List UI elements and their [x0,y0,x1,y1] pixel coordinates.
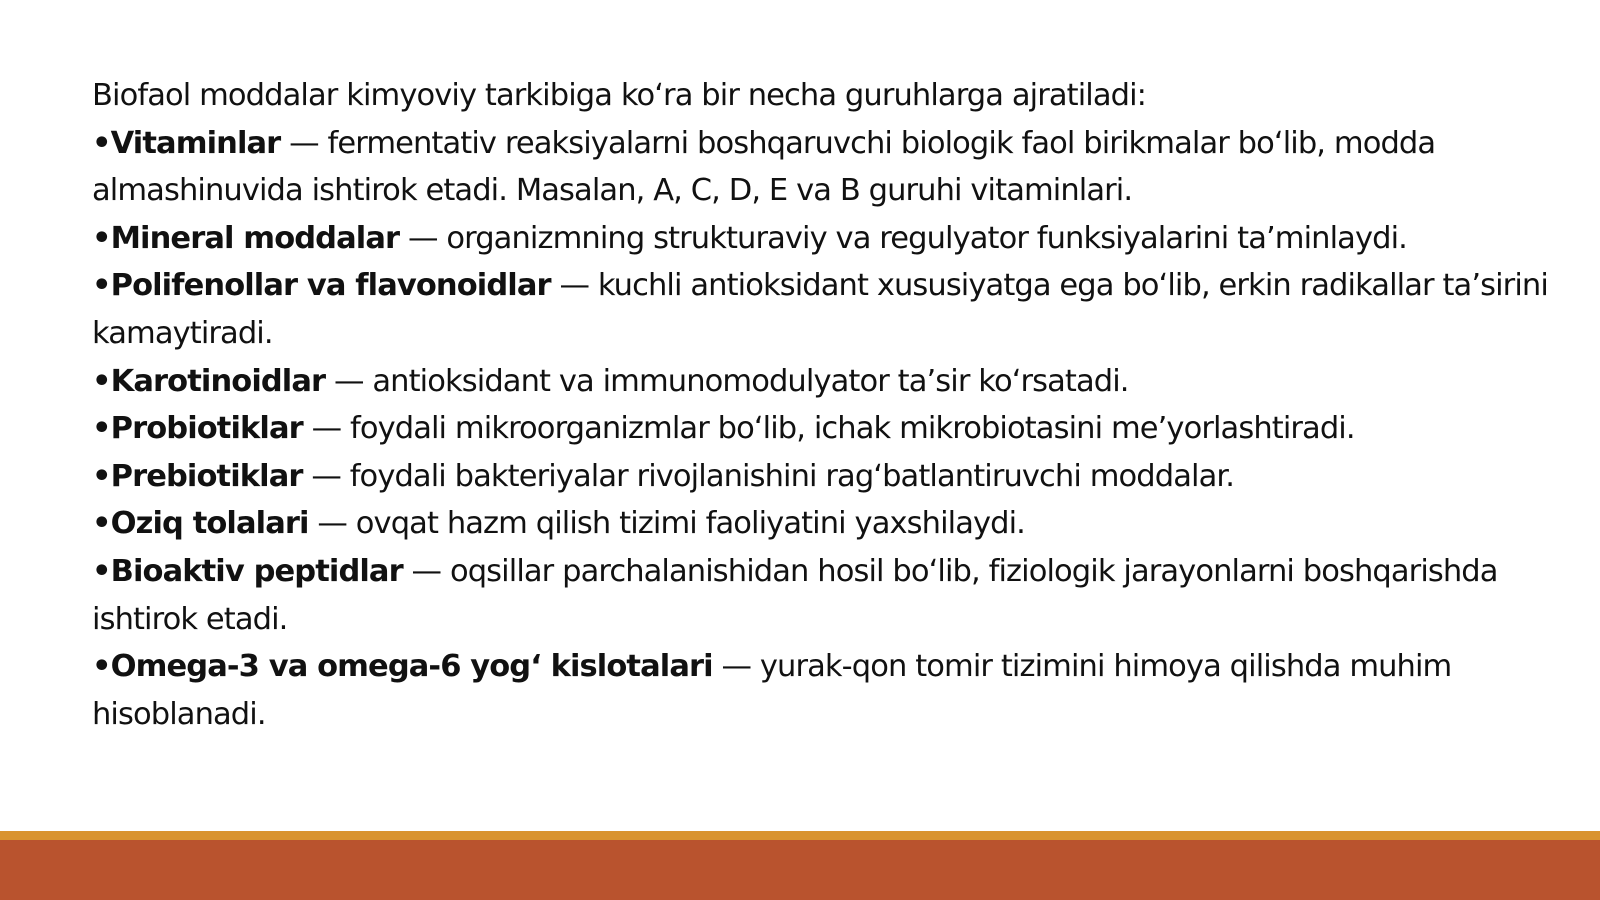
item-description: — fermentativ reaksiyalarni boshqaruvchi biologik faol birikmalar bo‘lib, modda almashinuvida ishtirok etadi. Masalan, A, C, D, E va B guruhi vitaminlari. [92,125,1436,209]
item-term: Probiotiklar [110,411,303,447]
bullet-icon: • [92,411,111,447]
list-item-bioaktiv-peptidlar [92,548,1562,643]
list-item-probiotiklar [92,405,1562,453]
list-item-polifenollar [92,262,1562,357]
bullet-list [92,120,1562,739]
slide-body [92,72,1562,738]
bullet-icon: • [92,458,111,494]
intro-text: Biofaol moddalar kimyoviy tarkibiga ko‘ra bir necha guruhlarga ajratiladi: [92,78,1147,113]
bullet-icon: • [92,125,111,161]
list-item-prebiotiklar [92,453,1562,501]
item-description: — foydali bakteriyalar rivojlanishini rag‘batlantiruvchi moddalar. [302,458,1235,494]
item-term: Omega-3 va omega-6 yog‘ kislotalari [110,649,713,685]
item-description: — yurak-qon tomir tizimini himoya qilishda muhim hisoblanadi. [92,649,1452,732]
item-description: — foydali mikroorganizmlar bo‘lib, ichak mikrobiotasini me’yorlashtiradi. [302,411,1355,447]
item-description: — ovqat hazm qilish tizimi faoliyatini yaxshilaydi. [308,506,1025,542]
list-item-vitaminlar [92,120,1562,215]
item-term: Mineral moddalar [110,220,400,256]
footer-accent-line [0,831,1600,840]
item-term: Bioaktiv peptidlar [110,553,403,589]
item-term: Karotinoidlar [110,363,326,399]
item-term: Prebiotiklar [110,458,303,494]
bullet-icon: • [92,553,111,589]
bullet-icon: • [92,506,111,542]
bullet-icon: • [92,363,111,399]
list-item-karotinoidlar [92,358,1562,406]
item-term: Oziq tolalari [110,506,309,542]
item-description: — kuchli antioksidant xususiyatga ega bo‘lib, erkin radikallar ta’sirini kamaytiradi. [92,268,1548,351]
list-item-omega [92,643,1562,738]
item-description: — organizmning strukturaviy va regulyator funksiyalarini ta’minlaydi. [399,220,1407,256]
bullet-icon: • [92,649,111,685]
list-item-mineral-moddalar [92,215,1562,263]
item-term: Vitaminlar [110,125,281,161]
footer-bar [0,831,1600,900]
bullet-icon: • [92,268,111,304]
item-description: — oqsillar parchalanishidan hosil bo‘lib, fiziologik jarayonlarni boshqarishda ishtirok etadi. [92,553,1498,637]
item-description: — antioksidant va immunomodulyator ta’sir ko‘rsatadi. [325,363,1129,399]
list-item-oziq-tolalari [92,500,1562,548]
bullet-icon: • [92,220,111,256]
item-term: Polifenollar va flavonoidlar [110,268,551,304]
